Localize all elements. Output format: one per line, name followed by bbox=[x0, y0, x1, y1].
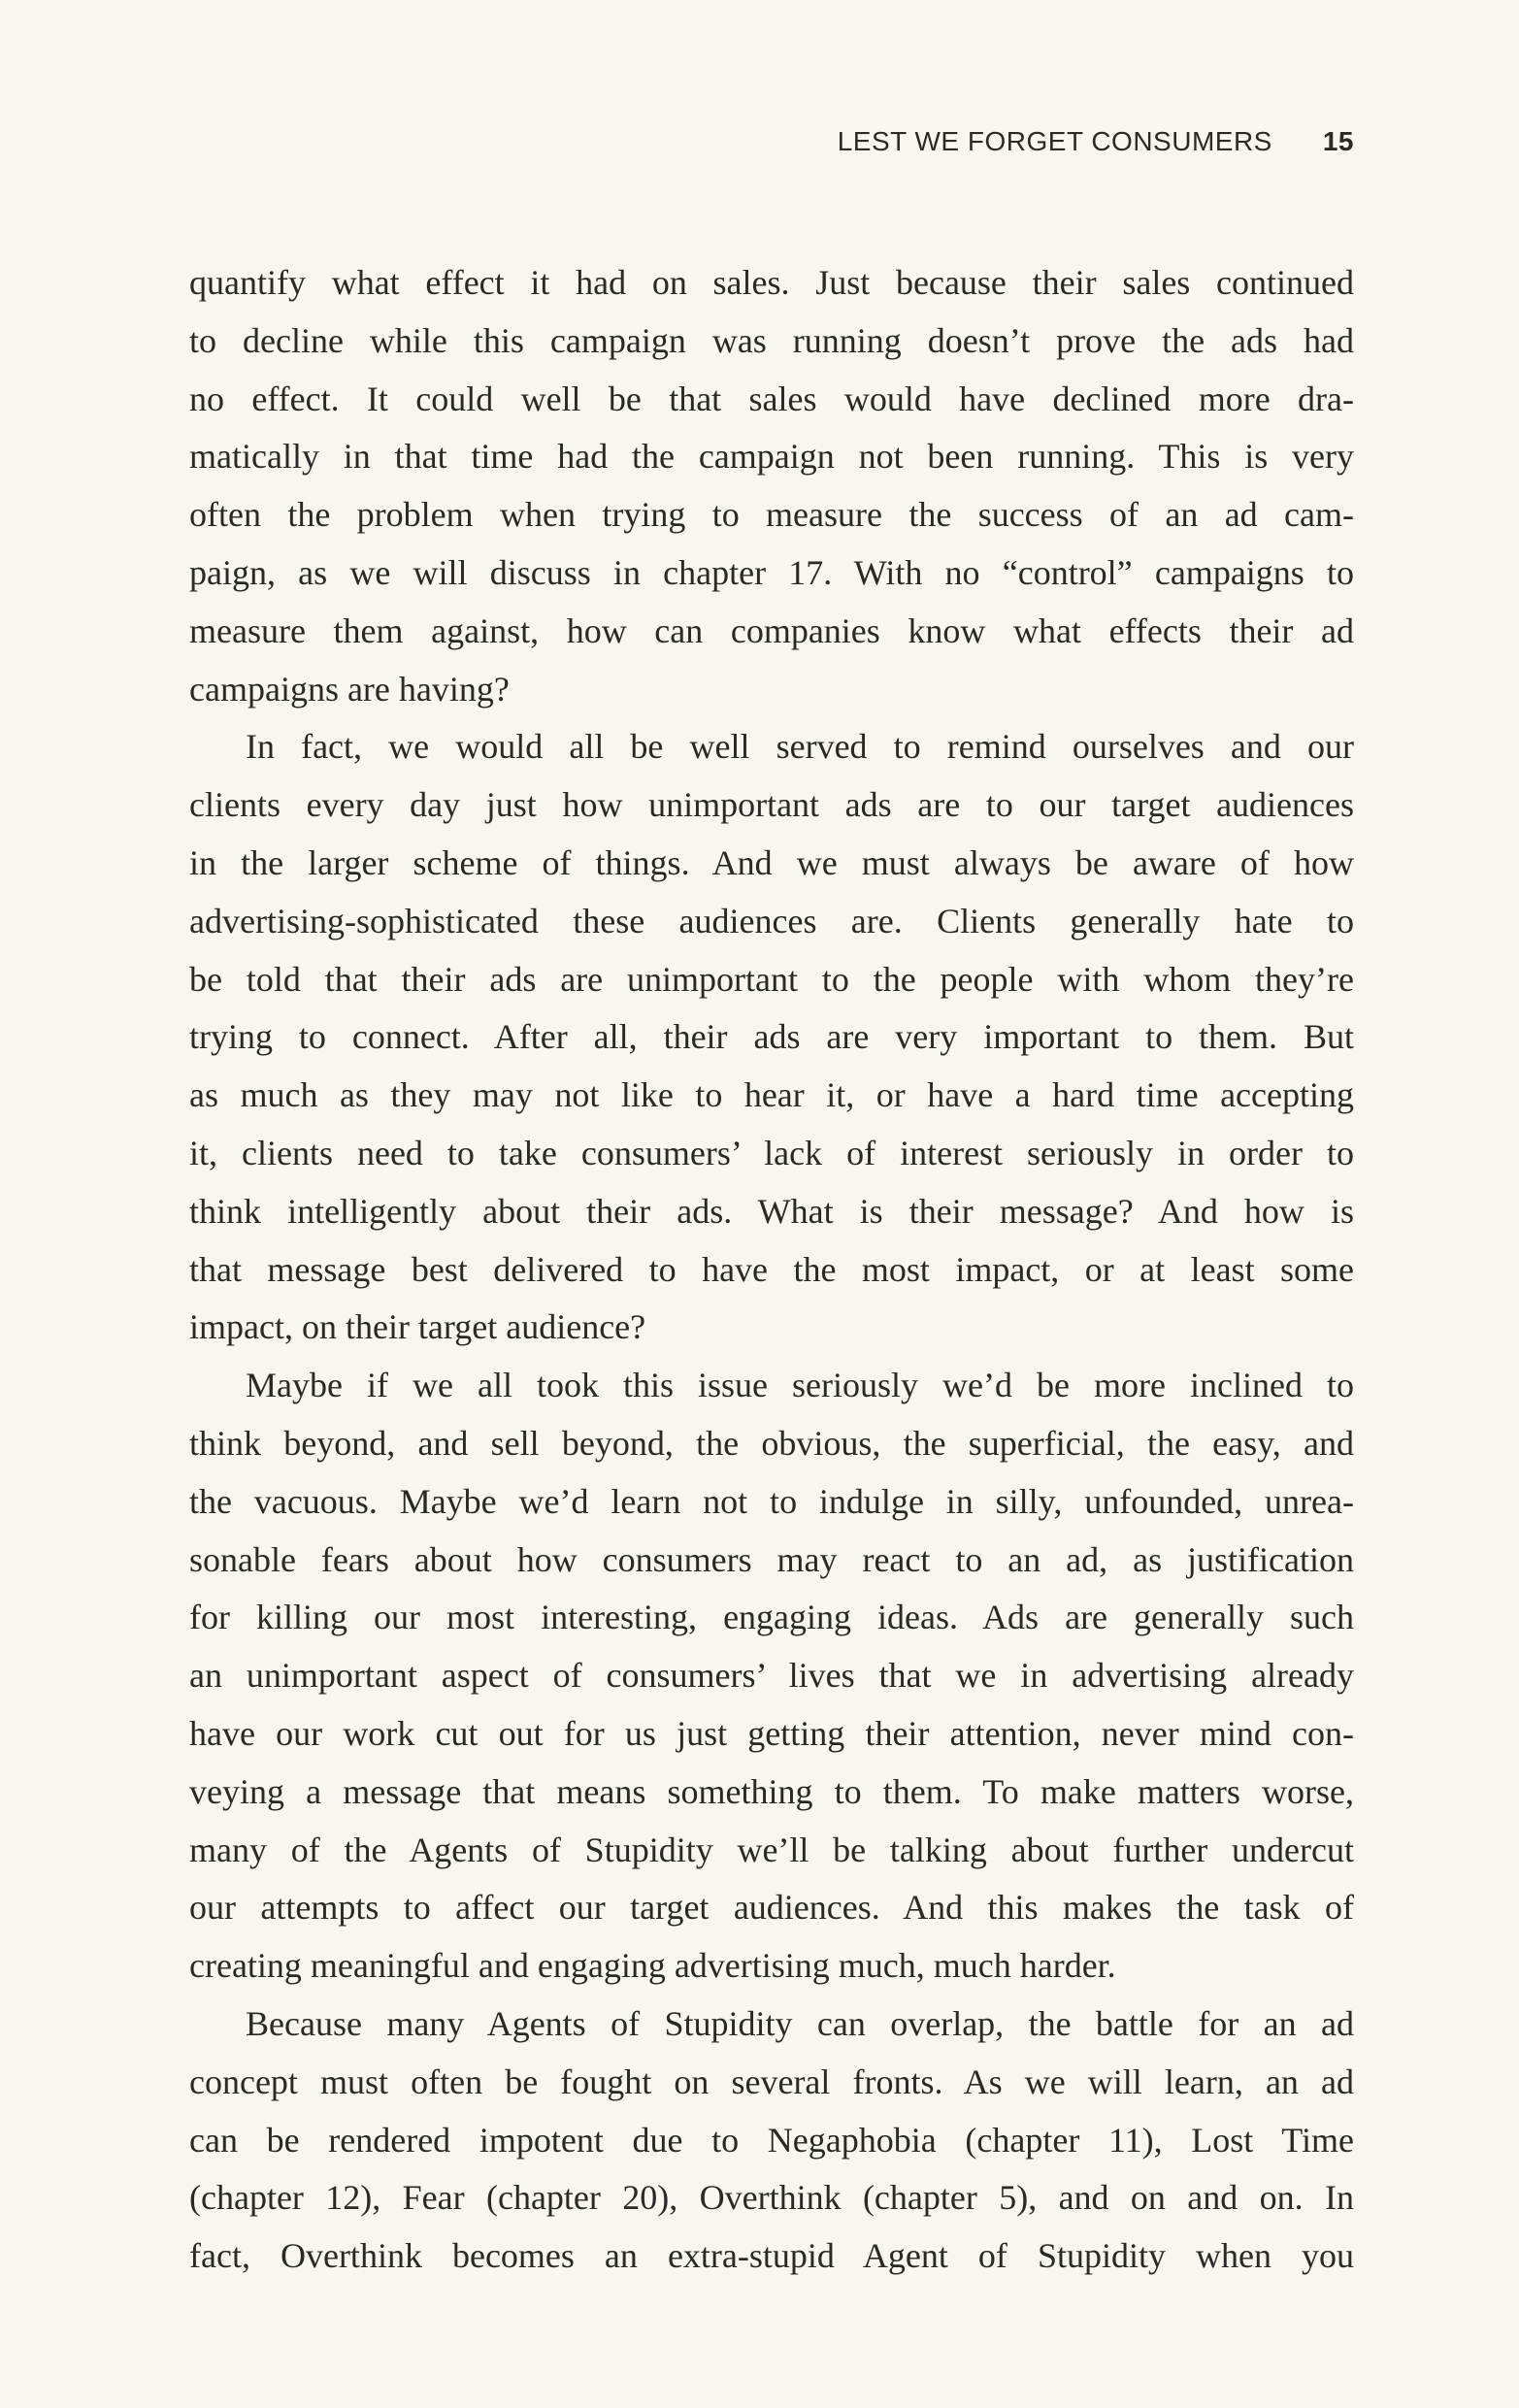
text-line: think intelligently about their ads. What is their message? And how is bbox=[189, 1191, 1354, 1231]
text-line: can be rendered impotent due to Negaphobia (chapter 11), Lost Time bbox=[189, 2120, 1354, 2160]
text-line: fact, Overthink becomes an extra-stupid Agent of Stupidity when you bbox=[189, 2236, 1354, 2276]
text-line: as much as they may not like to hear it, or have a hard time accepting bbox=[189, 1075, 1354, 1115]
running-title: LEST WE FORGET CONSUMERS bbox=[837, 126, 1272, 156]
text-line: veying a message that means something to them. To make matters worse, bbox=[189, 1771, 1354, 1811]
paragraph bbox=[189, 718, 1354, 1357]
body-text bbox=[189, 254, 1354, 2286]
text-line: measure them against, how can companies know what effects their ad bbox=[189, 610, 1354, 650]
text-line: sonable fears about how consumers may react to an ad, as justification bbox=[189, 1539, 1354, 1579]
text-line: often the problem when trying to measure the success of an ad cam- bbox=[189, 495, 1354, 535]
text-line: no effect. It could well be that sales would have declined more dra- bbox=[189, 379, 1354, 418]
text-line: advertising-sophisticated these audiences are. Clients generally hate to bbox=[189, 901, 1354, 940]
text-line: In fact, we would all be well served to remind ourselves and our bbox=[246, 727, 1354, 767]
text-line: quantify what effect it had on sales. Just because their sales continued bbox=[189, 263, 1354, 302]
text-line: an unimportant aspect of consumers’ lives that we in advertising already bbox=[189, 1656, 1354, 1696]
paragraph bbox=[189, 254, 1354, 718]
text-line: have our work cut out for us just getting their attention, never mind con- bbox=[189, 1713, 1354, 1753]
paragraph bbox=[189, 1357, 1354, 1996]
text-line: paign, as we will discuss in chapter 17. With no “control” campaigns to bbox=[189, 552, 1354, 592]
text-line: in the larger scheme of things. And we must always be aware of how bbox=[189, 842, 1354, 882]
text-line: think beyond, and sell beyond, the obvious, the superficial, the easy, and bbox=[189, 1423, 1354, 1463]
text-line: Maybe if we all took this issue seriously we’d be more inclined to bbox=[246, 1366, 1354, 1405]
running-head bbox=[189, 126, 1354, 165]
text-line: that message best delivered to have the most impact, or at least some bbox=[189, 1249, 1354, 1289]
text-line: trying to connect. After all, their ads are very important to them. But bbox=[189, 1017, 1354, 1057]
text-line: for killing our most interesting, engaging ideas. Ads are generally such bbox=[189, 1598, 1354, 1637]
text-line: campaigns are having? bbox=[189, 669, 510, 709]
text-line: be told that their ads are unimportant to the people with whom they’re bbox=[189, 959, 1354, 999]
text-line: impact, on their target audience? bbox=[189, 1307, 646, 1347]
text-line: concept must often be fought on several fronts. As we will learn, an ad bbox=[189, 2062, 1354, 2101]
text-line: the vacuous. Maybe we’d learn not to indulge in silly, unfounded, unrea- bbox=[189, 1481, 1354, 1521]
text-line: it, clients need to take consumers’ lack of interest seriously in order to bbox=[189, 1133, 1354, 1172]
text-line: creating meaningful and engaging advertising much, much harder. bbox=[189, 1946, 1116, 1986]
text-line: Because many Agents of Stupidity can overlap, the battle for an ad bbox=[246, 2003, 1354, 2043]
text-line: (chapter 12), Fear (chapter 20), Overthink (chapter 5), and on and on. In bbox=[189, 2178, 1354, 2218]
paragraph bbox=[189, 1996, 1354, 2286]
text-line: many of the Agents of Stupidity we’ll be talking about further undercut bbox=[189, 1830, 1354, 1869]
text-line: clients every day just how unimportant ads are to our target audiences bbox=[189, 785, 1354, 825]
page-number: 15 bbox=[1322, 126, 1354, 156]
text-line: to decline while this campaign was running doesn’t prove the ads had bbox=[189, 320, 1354, 360]
text-line: our attempts to affect our target audiences. And this makes the task of bbox=[189, 1888, 1354, 1928]
text-line: matically in that time had the campaign not been running. This is very bbox=[189, 437, 1354, 477]
